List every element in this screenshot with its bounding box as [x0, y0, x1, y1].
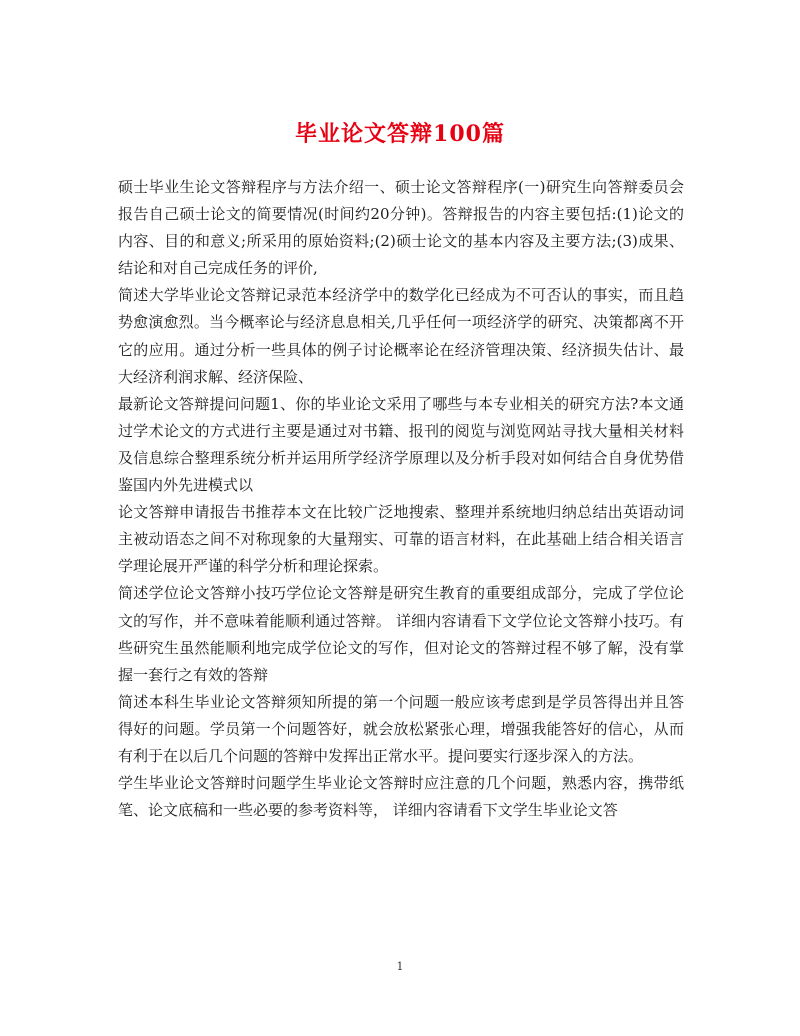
paragraph-6: 简述本科生毕业论文答辩须知所提的第一个问题一般应该考虑到是学员答得出并且答得好的问题。学员第一个问题答好，就会放松紧张心理，增强我能答好的信心，从而有利于在以后几个问题的答辩中发挥出正常水平。提问要实行逐步深入的方法。 — [118, 692, 684, 765]
document-title: 毕业论文答辩100篇 — [295, 120, 505, 147]
paragraph-5: 简述学位论文答辩小技巧学位论文答辩是研究生教育的重要组成部分，完成了学位论文的写作，并不意味着能顺利通过答辩。 详细内容请看下文学位论文答辩小技巧。有些研究生虽然能顺利地完成学位论文的写作，但对论文的答辩过程不够了解，没有掌握一套行之有效的答辩 — [118, 584, 684, 684]
document-body — [118, 174, 684, 824]
page-number: 1 — [396, 960, 404, 973]
paragraph-3: 最新论文答辩提问问题1、你的毕业论文采用了哪些与本专业相关的研究方法?本文通过学术论文的方式进行主要是通过对书籍、报刊的阅览与浏览网站寻找大量相关材料及信息综合整理系统分析并运用所学经济学原理以及分析手段对如何结合自身优势借鉴国内外先进模式以 — [118, 394, 684, 495]
paragraph-4: 论文答辩申请报告书推荐本文在比较广泛地搜索、整理并系统地归纳总结出英语动词主被动语态之间不对称现象的大量翔实、可靠的语言材料，在此基础上结合相关语言学理论展开严谨的科学分析和理论探索。 — [118, 503, 684, 576]
paragraph-1: 硕士毕业生论文答辩程序与方法介绍一、硕士论文答辩程序(一)研究生向答辩委员会报告自己硕士论文的简要情况(时间约20分钟)。答辩报告的内容主要包括:(1)论文的内容、目的和意义;所采用的原始资料;(2)硕士论文的基本内容及主要方法;(3)成果、结论和对自己完成任务的评价, — [118, 178, 684, 278]
paragraph-7: 学生毕业论文答辩时问题学生毕业论文答辩时应注意的几个问题，熟悉内容，携带纸笔、论文底稿和一些必要的参考资料等， 详细内容请看下文学生毕业论文答 — [118, 774, 684, 820]
paragraph-2: 简述大学毕业论文答辩记录范本经济学中的数学化已经成为不可否认的事实，而且趋势愈演愈烈。当今概率论与经济息息相关,几乎任何一项经济学的研究、决策都离不开它的应用。通过分析一些具体的例子讨论概率论在经济管理决策、经济损失估计、最大经济利润求解、经济保险、 — [118, 286, 684, 386]
